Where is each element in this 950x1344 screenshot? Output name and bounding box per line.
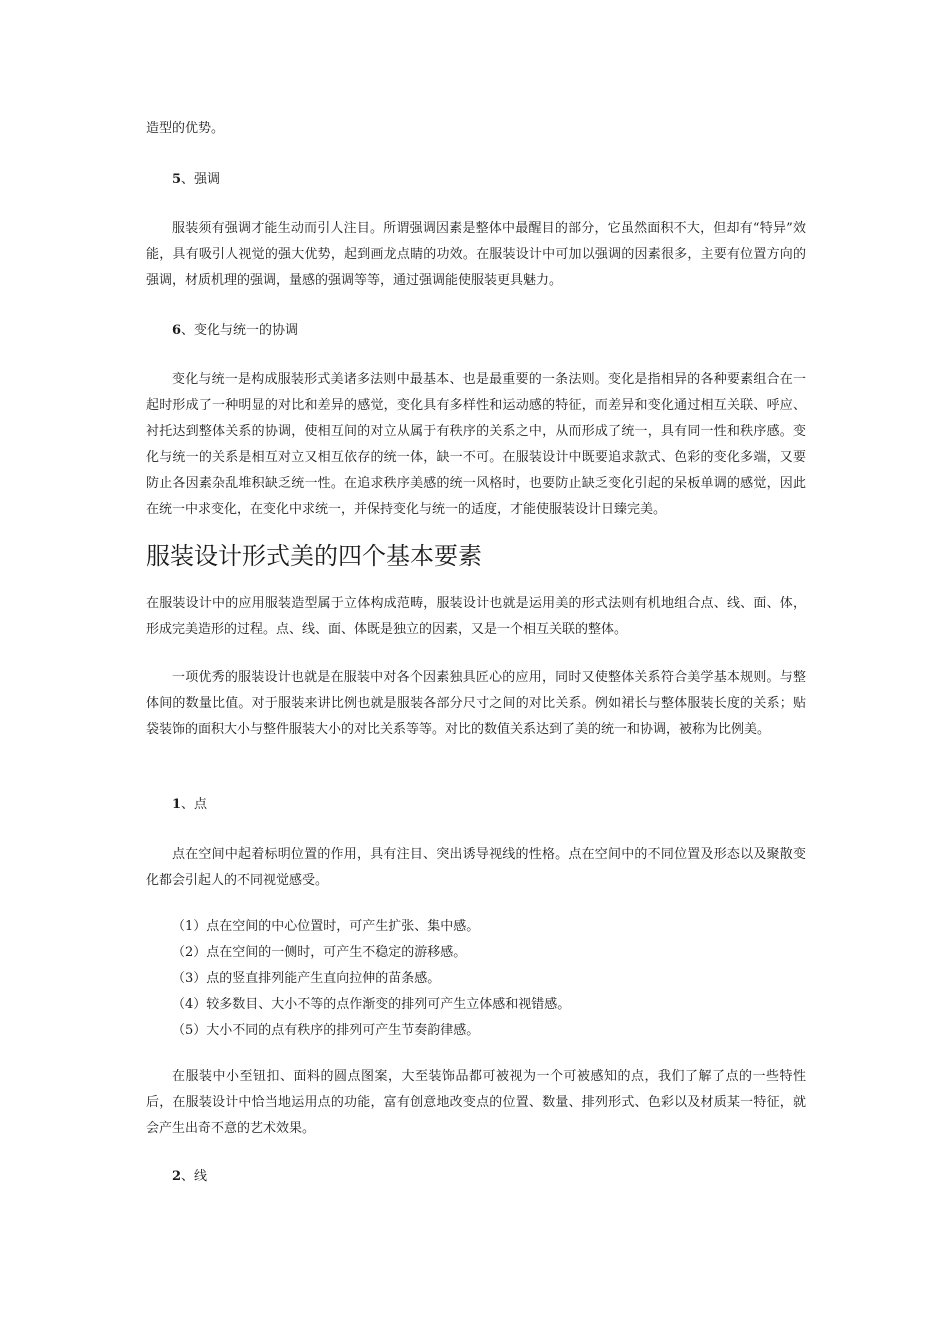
list-item: （1）点在空间的中心位置时，可产生扩张、集中感。 bbox=[172, 919, 480, 934]
list-item: （2）点在空间的一侧时，可产生不稳定的游移感。 bbox=[172, 945, 467, 960]
list-item: （5）大小不同的点有秩序的排列可产生节奏韵律感。 bbox=[172, 1023, 480, 1038]
heading-number: 1 bbox=[172, 797, 182, 812]
point-effects-list bbox=[172, 914, 570, 1044]
heading-text: 、变化与统一的协调 bbox=[181, 323, 299, 338]
heading-emphasis bbox=[172, 167, 220, 193]
heading-number: 5 bbox=[172, 172, 182, 187]
list-item: （3）点的竖直排列能产生直向拉伸的苗条感。 bbox=[172, 971, 441, 986]
section-title: 服装设计形式美的四个基本要素 bbox=[146, 542, 482, 570]
paragraph-point-application: 在服装中小至钮扣、面料的圆点图案，大至装饰品都可被视为一个可被感知的点，我们了解了点的一些特性后，在服装设计中恰当地运用点的功能，富有创意地改变点的位置、数量、排列形式、色彩以及材质某一特征，就会产生出奇不意的艺术效果。 bbox=[146, 1069, 806, 1136]
heading-line bbox=[172, 1164, 207, 1190]
paragraph-point: 点在空间中起着标明位置的作用，具有注目、突出诱导视线的性格。点在空间中的不同位置及形态以及聚散变化都会引起人的不同视觉感受。 bbox=[146, 847, 806, 888]
paragraph-variation-unity: 变化与统一是构成服装形式美诸多法则中最基本、也是最重要的一条法则。变化是指相异的各种要素组合在一起时形成了一种明显的对比和差异的感觉，变化具有多样性和运动感的特征，而差异和变化通过相互关联、呼应、衬托达到整体关系的协调，使相互间的对立从属于有秩序的关系之中，从而形成了统一，具有同一性和秩序感。变化与统一的关系是相互对立又相互依存的统一体，缺一不可。在服装设计中既要追求款式、色彩的变化多端，又要防止各因素杂乱堆积缺乏统一性。在追求秩序美感的统一风格时，也要防止缺乏变化引起的呆板单调的感觉，因此在统一中求变化，在变化中求统一，并保持变化与统一的适度，才能使服装设计日臻完美。 bbox=[146, 372, 806, 517]
heading-text: 、强调 bbox=[181, 172, 221, 187]
list-item: （4）较多数目、大小不等的点作渐变的排列可产生立体感和视错感。 bbox=[172, 997, 571, 1012]
heading-point bbox=[172, 792, 207, 818]
heading-variation-unity bbox=[172, 318, 298, 344]
paragraph-emphasis: 服装须有强调才能生动而引人注目。所谓强调因素是整体中最醒目的部分，它虽然面积不大，但却有“特异”效能，具有吸引人视觉的强大优势，起到画龙点睛的功效。在服装设计中可加以强调的因素很多，主要有位置方向的强调，材质机理的强调，量感的强调等等，通过强调能使服装更具魅力。 bbox=[146, 221, 806, 288]
heading-text: 、点 bbox=[181, 797, 208, 812]
heading-number: 6 bbox=[172, 323, 182, 338]
heading-text: 、线 bbox=[181, 1169, 208, 1184]
paragraph-intro: 在服装设计中的应用服装造型属于立体构成范畴，服装设计也就是运用美的形式法则有机地组合点、线、面、体，形成完美造形的过程。点、线、面、体既是独立的因素，又是一个相互关联的整体。 bbox=[146, 596, 806, 637]
paragraph-continuation: 造型的优势。 bbox=[146, 121, 225, 136]
paragraph-proportion: 一项优秀的服装设计也就是在服装中对各个因素独具匠心的应用，同时又使整体关系符合美学基本规则。与整体间的数量比值。对于服装来讲比例也就是服装各部分尺寸之间的对比关系。例如裙长与整体服装长度的关系；贴袋装饰的面积大小与整件服装大小的对比关系等等。对比的数值关系达到了美的统一和协调，被称为比例美。 bbox=[146, 670, 806, 737]
heading-number: 2 bbox=[172, 1169, 182, 1184]
